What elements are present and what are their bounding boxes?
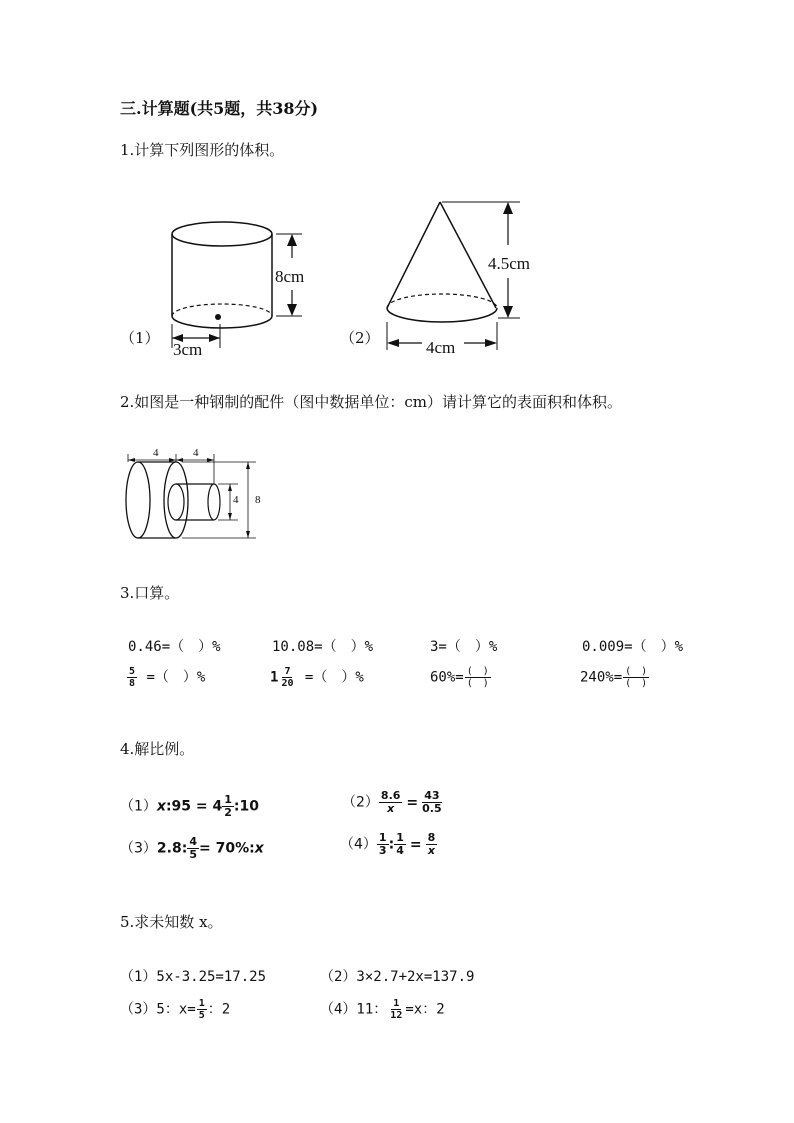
q4-problem-2: （2） $\frac{8.6}{x}$ = $\frac{43}{0.5}$ <box>342 789 442 815</box>
cone-height-label: 4.5cm <box>488 254 531 273</box>
question-3-text: 3.口算。 <box>120 584 180 602</box>
q2-figure <box>118 440 288 550</box>
section-title: 三.计算题(共5题，共38分) <box>120 99 319 118</box>
q3-item-6: 1 $\frac{7}{20}$ =（ ）% <box>270 666 364 689</box>
q2-outer-diameter-label: 8 <box>255 494 261 506</box>
q3-item-8: 240%= $\frac{( )}{( )}$ <box>580 666 648 689</box>
q3-item-1: 0.46=（ ）% <box>128 639 221 655</box>
cylinder-radius-label: 3cm <box>173 340 203 359</box>
q3-item-3: 3=（ ）% <box>430 639 498 655</box>
cylinder-label: （1） <box>120 329 160 347</box>
q2-length-label-1: 4 <box>153 447 159 459</box>
q3-item-2: 10.08=（ ）% <box>272 639 374 655</box>
q4-problem-3: （3）2.8: $\frac{4}{5}$ = 70%:x <box>120 835 264 861</box>
question-1-text: 1.计算下列图形的体积。 <box>120 141 285 159</box>
q5-problem-1: （1）5x-3.25=17.25 <box>120 969 267 985</box>
cylinder-height-label: 8cm <box>275 267 305 286</box>
cone-diameter-label: 4cm <box>426 338 456 357</box>
q3-item-7: 60%= $\frac{( )}{( )}$ <box>430 666 489 689</box>
q5-problem-2: （2）3×2.7+2x=137.9 <box>320 969 475 985</box>
question-4-text: 4.解比例。 <box>120 740 195 758</box>
q4-problem-1: （1）x:95 = 4 $\frac{1}{2}$ :10 <box>120 793 260 819</box>
question-2-text: 2.如图是一种钢制的配件（图中数据单位：cm）请计算它的表面积和体积。 <box>120 393 622 411</box>
cone-figure <box>387 202 520 350</box>
q5-problem-3: （3）5：x= $\frac{1}{5}$ ：2 <box>120 998 231 1021</box>
q3-item-4: 0.009=（ ）% <box>582 639 684 655</box>
q2-inner-diameter-label: 4 <box>233 494 239 506</box>
q5-problem-4: （4）11： $\frac{1}{12}$ =x：2 <box>320 998 445 1021</box>
q2-length-label-2: 4 <box>193 447 199 459</box>
q4-problem-4: （4） $\frac{1}{3}$ : $\frac{1}{4}$ = $\frac{8}{x}$ <box>340 831 436 857</box>
cone-label: （2） <box>340 329 380 347</box>
q3-item-5: $\frac{5}{8}$ =（ ）% <box>129 666 206 689</box>
question-5-text: 5.求未知数 x。 <box>120 913 223 931</box>
